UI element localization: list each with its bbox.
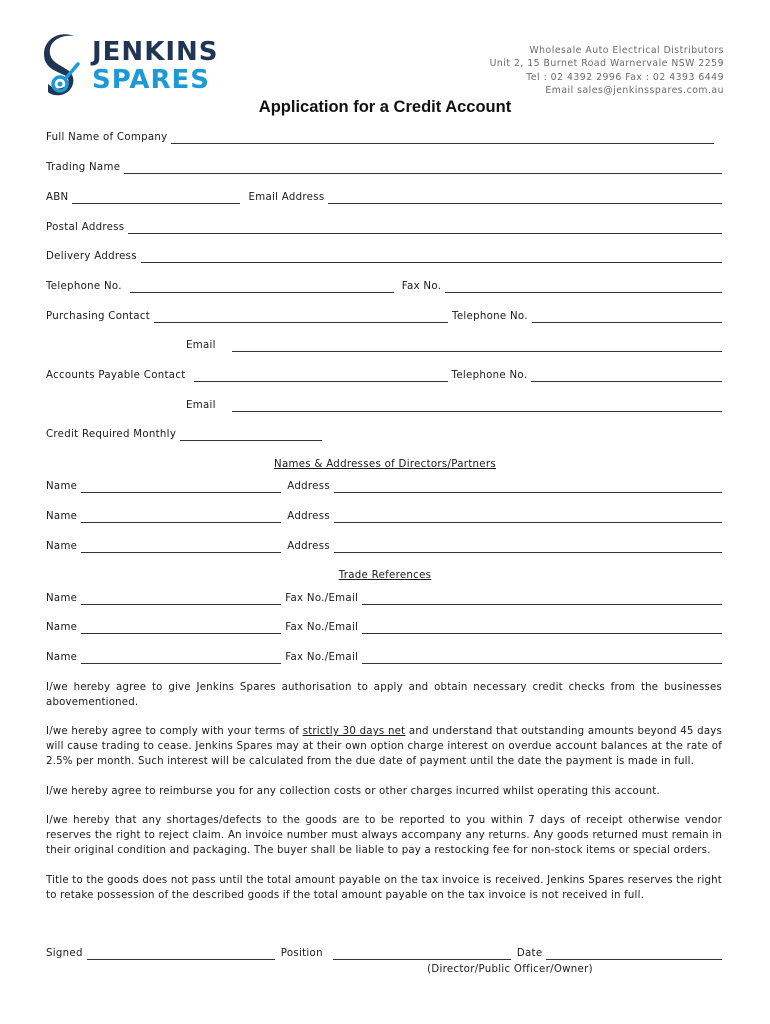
company-tagline: Wholesale Auto Electrical Distributors bbox=[529, 45, 724, 56]
company-phone-fax: Tel : 02 4392 2996 Fax : 02 4393 6449 bbox=[526, 71, 724, 83]
director-address-field[interactable] bbox=[334, 541, 722, 553]
purchasing-contact-field[interactable] bbox=[154, 311, 448, 323]
reference-fax-email-label: Fax No./Email bbox=[285, 622, 359, 633]
director-address-field[interactable] bbox=[334, 481, 722, 493]
purchasing-telephone-label: Telephone No. bbox=[452, 311, 528, 322]
reference-name-label: Name bbox=[46, 593, 78, 604]
accounts-payable-row bbox=[46, 368, 722, 384]
ap-email-row bbox=[46, 398, 722, 414]
trading-name-field[interactable] bbox=[124, 162, 722, 174]
purchasing-contact-label: Purchasing Contact bbox=[46, 311, 151, 322]
company-email: Email sales@jenkinsspares.com.au bbox=[545, 85, 724, 97]
signature-field[interactable] bbox=[87, 948, 275, 960]
telephone-label: Telephone No. bbox=[46, 281, 122, 292]
reference-fax-email-field[interactable] bbox=[362, 622, 722, 634]
reference-row bbox=[46, 620, 722, 636]
director-address-label: Address bbox=[287, 541, 330, 552]
purchasing-email-label: Email bbox=[186, 340, 216, 351]
trading-name-row bbox=[46, 160, 722, 176]
logo-wordmark-bottom: SPARES bbox=[92, 65, 211, 95]
reference-name-label: Name bbox=[46, 652, 78, 663]
terms-payment-intro: I/we hereby agree to comply with your terms of bbox=[46, 726, 303, 737]
reference-name-field[interactable] bbox=[81, 652, 281, 664]
director-address-label: Address bbox=[287, 511, 330, 522]
accounts-payable-label: Accounts Payable Contact bbox=[46, 370, 186, 381]
abn-email-row bbox=[46, 190, 722, 206]
director-address-field[interactable] bbox=[334, 511, 722, 523]
reference-fax-email-label: Fax No./Email bbox=[285, 652, 359, 663]
position-field[interactable] bbox=[333, 948, 511, 960]
postal-address-row bbox=[46, 220, 722, 236]
delivery-address-field[interactable] bbox=[141, 251, 722, 263]
signature-row bbox=[46, 946, 722, 962]
reference-fax-email-field[interactable] bbox=[362, 652, 722, 664]
page-title: Application for a Credit Account bbox=[258, 98, 512, 116]
company-address: Unit 2, 15 Burnet Road Warnervale NSW 2259 bbox=[489, 58, 724, 70]
accounts-payable-field[interactable] bbox=[194, 370, 448, 382]
director-name-field[interactable] bbox=[81, 481, 281, 493]
purchasing-contact-row bbox=[46, 309, 722, 325]
director-name-field[interactable] bbox=[81, 511, 281, 523]
abn-field[interactable] bbox=[72, 192, 240, 204]
purchasing-email-row bbox=[46, 338, 722, 354]
position-caption: (Director/Public Officer/Owner) bbox=[427, 964, 593, 975]
telephone-field[interactable] bbox=[130, 281, 394, 293]
email-address-label: Email Address bbox=[248, 192, 325, 203]
director-name-field[interactable] bbox=[81, 541, 281, 553]
terms-payment-highlight: strictly 30 days net bbox=[302, 726, 406, 737]
terms-collection-costs: I/we hereby agree to reimburse you for any collection costs or other charges incurred whilst operating this account. bbox=[46, 786, 660, 797]
fax-label: Fax No. bbox=[401, 281, 442, 292]
reference-fax-email-label: Fax No./Email bbox=[285, 593, 359, 604]
reference-fax-email-field[interactable] bbox=[362, 593, 722, 605]
ap-email-label: Email bbox=[186, 400, 216, 411]
fax-field[interactable] bbox=[445, 281, 722, 293]
company-name-field[interactable] bbox=[171, 132, 714, 144]
ap-telephone-label: Telephone No. bbox=[451, 370, 528, 381]
ap-email-field[interactable] bbox=[232, 400, 722, 412]
company-contact-block bbox=[490, 44, 724, 98]
director-address-label: Address bbox=[287, 481, 330, 492]
director-row bbox=[46, 539, 722, 555]
date-label: Date bbox=[516, 948, 543, 959]
director-name-label: Name bbox=[46, 541, 78, 552]
credit-required-row bbox=[46, 427, 722, 443]
company-logo bbox=[44, 32, 234, 100]
terms-title-of-goods: Title to the goods does not pass until the total amount payable on the tax invoice is received. Jenkins Spares reserves the right to retake possession of the described goods if the total amount payable on the tax invoice is not received in full. bbox=[46, 875, 722, 901]
terms-credit-check: I/we hereby agree to give Jenkins Spares authorisation to apply and obtain necessary credit checks from the businesses abovementioned. bbox=[46, 682, 722, 708]
director-name-label: Name bbox=[46, 511, 78, 522]
logo-wordmark-top: JENKINS bbox=[92, 37, 219, 67]
trading-name-label: Trading Name bbox=[46, 162, 121, 173]
director-row bbox=[46, 509, 722, 525]
delivery-address-label: Delivery Address bbox=[46, 251, 137, 262]
ap-telephone-field[interactable] bbox=[531, 370, 722, 382]
position-label: Position bbox=[280, 948, 323, 959]
reference-row bbox=[46, 650, 722, 666]
credit-required-field[interactable] bbox=[180, 429, 322, 441]
signed-label: Signed bbox=[46, 948, 83, 959]
reference-row bbox=[46, 591, 722, 607]
reference-name-field[interactable] bbox=[81, 593, 281, 605]
email-address-field[interactable] bbox=[328, 192, 722, 204]
postal-address-field[interactable] bbox=[128, 222, 722, 234]
terms-payment bbox=[46, 724, 722, 769]
terms-returns: I/we hereby that any shortages/defects to the goods are to be reported to you within 7 days of receipt otherwise vendor reserves the right to reject claim. An invoice number must always accompany any returns. Any goods returned must remain in their original condition and packaging. The buyer shall be liable to pay a restocking fee for non-stock items or special orders. bbox=[46, 815, 722, 856]
reference-name-label: Name bbox=[46, 622, 78, 633]
directors-heading: Names & Addresses of Directors/Partners bbox=[274, 459, 496, 470]
purchasing-telephone-field[interactable] bbox=[532, 311, 722, 323]
purchasing-email-field[interactable] bbox=[232, 340, 722, 352]
trade-references-heading: Trade References bbox=[338, 570, 432, 581]
abn-label: ABN bbox=[46, 192, 69, 203]
terms-payment-detail: and understand that outstanding amounts beyond 45 days will cause trading to cease. Jenkins Spares may at their own option charge interest on overdue account balances at the rate of 2.5% per month. Such interest will be calculated from the due date of payment until the date the payment is made in full. bbox=[46, 726, 722, 767]
director-row bbox=[46, 479, 722, 495]
company-name-row bbox=[46, 130, 722, 146]
date-field[interactable] bbox=[546, 948, 722, 960]
director-name-label: Name bbox=[46, 481, 78, 492]
company-name-label: Full Name of Company bbox=[46, 132, 168, 143]
jenkins-spares-mark-icon bbox=[44, 32, 86, 100]
reference-name-field[interactable] bbox=[81, 622, 281, 634]
postal-address-label: Postal Address bbox=[46, 222, 125, 233]
telephone-fax-row bbox=[46, 279, 722, 295]
delivery-address-row bbox=[46, 249, 722, 265]
credit-required-label: Credit Required Monthly bbox=[46, 429, 177, 440]
